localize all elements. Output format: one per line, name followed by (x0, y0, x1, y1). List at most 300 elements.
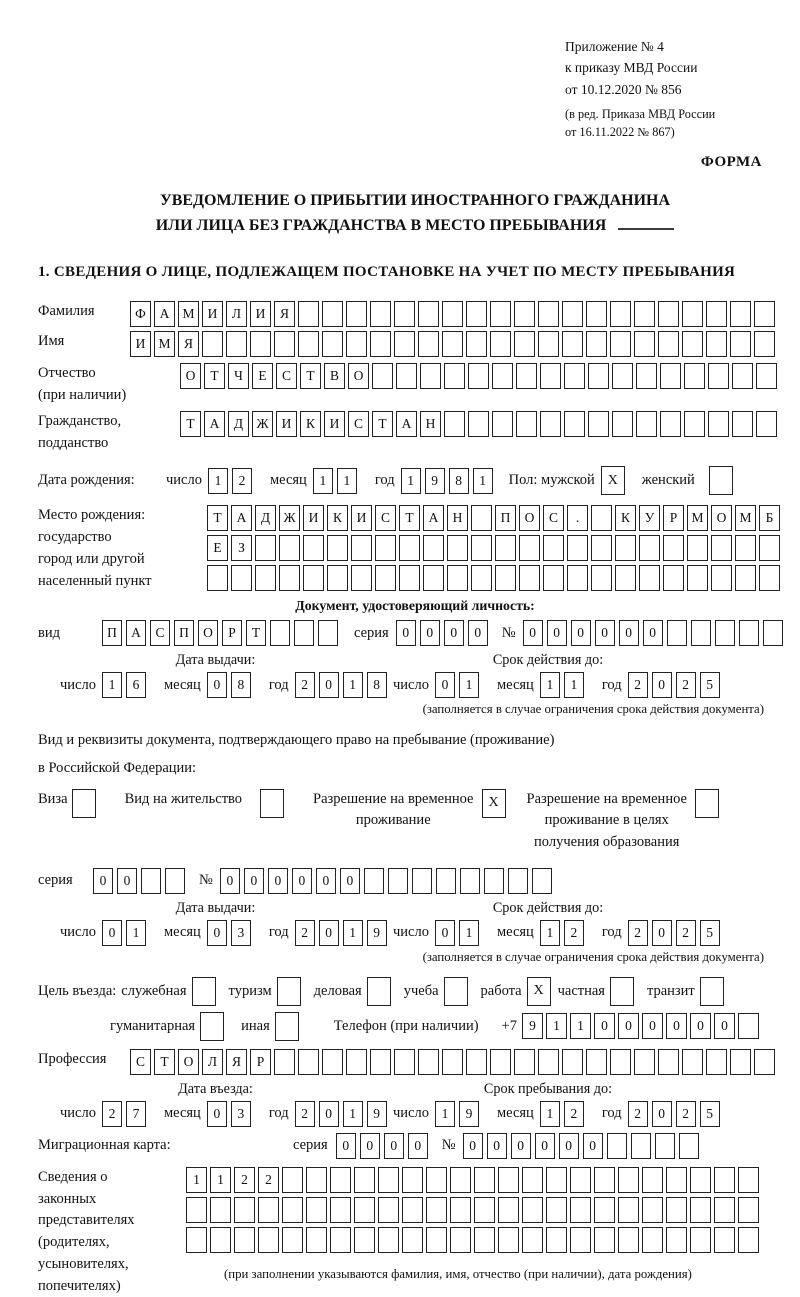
char-cell[interactable] (490, 301, 511, 327)
char-cell[interactable] (514, 331, 535, 357)
char-cell[interactable] (306, 1227, 327, 1253)
char-cell[interactable] (532, 868, 552, 894)
char-cell[interactable] (490, 1049, 511, 1075)
char-cell[interactable]: 1 (313, 468, 333, 494)
char-cell[interactable] (234, 1197, 255, 1223)
char-cell[interactable] (732, 363, 753, 389)
char-cell[interactable] (298, 301, 319, 327)
char-cell[interactable] (634, 331, 655, 357)
char-cell[interactable] (682, 1049, 703, 1075)
char-cell[interactable] (610, 301, 631, 327)
char-cell[interactable] (402, 1227, 423, 1253)
char-cell[interactable]: 1 (208, 468, 228, 494)
char-cell[interactable] (378, 1227, 399, 1253)
char-cell[interactable]: И (250, 301, 271, 327)
char-cell[interactable]: 0 (643, 620, 663, 646)
char-cell[interactable] (562, 331, 583, 357)
char-cell[interactable] (436, 868, 456, 894)
char-cell[interactable] (706, 1049, 727, 1075)
char-cell[interactable] (426, 1167, 447, 1193)
char-cell[interactable] (303, 535, 324, 561)
char-cell[interactable]: С (130, 1049, 151, 1075)
char-cell[interactable] (418, 331, 439, 357)
char-cell[interactable]: О (198, 620, 218, 646)
char-cell[interactable]: 0 (511, 1133, 531, 1159)
char-cell[interactable] (354, 1197, 375, 1223)
char-cell[interactable] (394, 1049, 415, 1075)
char-cell[interactable]: 0 (420, 620, 440, 646)
char-cell[interactable] (298, 331, 319, 357)
char-cell[interactable]: О (180, 363, 201, 389)
char-cell[interactable]: Ж (279, 505, 300, 531)
char-cell[interactable] (378, 1197, 399, 1223)
char-cell[interactable]: 1 (343, 1101, 363, 1127)
char-cell[interactable] (303, 565, 324, 591)
char-cell[interactable] (447, 565, 468, 591)
char-cell[interactable]: Т (154, 1049, 175, 1075)
char-cell[interactable]: 5 (700, 672, 720, 698)
char-cell[interactable]: 0 (559, 1133, 579, 1159)
char-cell[interactable]: 2 (295, 920, 315, 946)
char-cell[interactable] (636, 411, 657, 437)
char-cell[interactable]: 0 (340, 868, 360, 894)
char-cell[interactable]: С (375, 505, 396, 531)
char-cell[interactable] (250, 331, 271, 357)
char-cell[interactable] (588, 411, 609, 437)
char-cell[interactable] (378, 1167, 399, 1193)
char-cell[interactable] (420, 363, 441, 389)
char-cell[interactable]: 0 (319, 672, 339, 698)
char-cell[interactable] (679, 1133, 699, 1159)
char-cell[interactable] (684, 411, 705, 437)
char-cell[interactable] (186, 1197, 207, 1223)
char-cell[interactable]: 1 (473, 468, 493, 494)
char-cell[interactable] (658, 331, 679, 357)
char-cell[interactable]: Я (226, 1049, 247, 1075)
char-cell[interactable]: И (276, 411, 297, 437)
char-cell[interactable] (642, 1227, 663, 1253)
char-cell[interactable]: О (711, 505, 732, 531)
char-cell[interactable] (738, 1197, 759, 1223)
char-cell[interactable] (522, 1227, 543, 1253)
char-cell[interactable] (735, 565, 756, 591)
char-cell[interactable]: Ж (252, 411, 273, 437)
char-cell[interactable]: 0 (319, 920, 339, 946)
char-cell[interactable] (418, 301, 439, 327)
char-cell[interactable] (226, 331, 247, 357)
char-cell[interactable] (498, 1167, 519, 1193)
char-cell[interactable] (540, 363, 561, 389)
char-cell[interactable]: 0 (652, 920, 672, 946)
char-cell[interactable] (186, 1227, 207, 1253)
char-cell[interactable]: Е (207, 535, 228, 561)
char-cell[interactable] (490, 331, 511, 357)
char-cell[interactable]: П (495, 505, 516, 531)
char-cell[interactable] (618, 1167, 639, 1193)
char-cell[interactable] (660, 363, 681, 389)
char-cell[interactable]: 0 (594, 1013, 615, 1039)
char-cell[interactable] (346, 301, 367, 327)
char-cell[interactable] (447, 535, 468, 561)
char-cell[interactable] (690, 1197, 711, 1223)
char-cell[interactable] (260, 789, 284, 818)
char-cell[interactable]: 2 (676, 920, 696, 946)
char-cell[interactable]: 9 (522, 1013, 543, 1039)
char-cell[interactable] (318, 620, 338, 646)
char-cell[interactable] (594, 1167, 615, 1193)
char-cell[interactable] (735, 535, 756, 561)
char-cell[interactable]: 0 (396, 620, 416, 646)
char-cell[interactable] (642, 1197, 663, 1223)
char-cell[interactable] (538, 301, 559, 327)
char-cell[interactable]: 3 (231, 920, 251, 946)
char-cell[interactable] (708, 363, 729, 389)
char-cell[interactable] (546, 1167, 567, 1193)
char-cell[interactable] (634, 1049, 655, 1075)
char-cell[interactable]: Б (759, 505, 780, 531)
char-cell[interactable] (714, 1167, 735, 1193)
char-cell[interactable] (327, 565, 348, 591)
char-cell[interactable] (282, 1167, 303, 1193)
char-cell[interactable] (618, 1227, 639, 1253)
char-cell[interactable] (682, 301, 703, 327)
char-cell[interactable]: Н (420, 411, 441, 437)
char-cell[interactable] (346, 331, 367, 357)
char-cell[interactable] (207, 565, 228, 591)
char-cell[interactable] (754, 331, 775, 357)
char-cell[interactable]: 8 (449, 468, 469, 494)
char-cell[interactable] (543, 565, 564, 591)
char-cell[interactable]: 1 (540, 920, 560, 946)
char-cell[interactable] (210, 1227, 231, 1253)
char-cell[interactable] (700, 977, 724, 1006)
char-cell[interactable]: 8 (367, 672, 387, 698)
char-cell[interactable]: 0 (547, 620, 567, 646)
char-cell[interactable] (660, 411, 681, 437)
char-cell[interactable] (423, 565, 444, 591)
char-cell[interactable] (298, 1049, 319, 1075)
char-cell[interactable] (474, 1197, 495, 1223)
char-cell[interactable] (402, 1197, 423, 1223)
char-cell[interactable] (658, 1049, 679, 1075)
char-cell[interactable] (471, 505, 492, 531)
char-cell[interactable] (450, 1197, 471, 1223)
char-cell[interactable]: 0 (117, 868, 137, 894)
char-cell[interactable]: 0 (690, 1013, 711, 1039)
char-cell[interactable]: 3 (231, 1101, 251, 1127)
char-cell[interactable]: 0 (714, 1013, 735, 1039)
char-cell[interactable] (538, 1049, 559, 1075)
char-cell[interactable] (466, 331, 487, 357)
char-cell[interactable]: Т (180, 411, 201, 437)
char-cell[interactable]: 0 (316, 868, 336, 894)
char-cell[interactable] (562, 301, 583, 327)
char-cell[interactable]: Т (246, 620, 266, 646)
char-cell[interactable] (426, 1197, 447, 1223)
char-cell[interactable]: 0 (583, 1133, 603, 1159)
char-cell[interactable] (666, 1167, 687, 1193)
char-cell[interactable] (546, 1197, 567, 1223)
char-cell[interactable] (370, 1049, 391, 1075)
char-cell[interactable]: С (543, 505, 564, 531)
char-cell[interactable]: 0 (444, 620, 464, 646)
char-cell[interactable] (498, 1197, 519, 1223)
char-cell[interactable]: 0 (523, 620, 543, 646)
char-cell[interactable] (294, 620, 314, 646)
char-cell[interactable]: 1 (564, 672, 584, 698)
char-cell[interactable]: М (178, 301, 199, 327)
char-cell[interactable]: И (351, 505, 372, 531)
char-cell[interactable]: А (126, 620, 146, 646)
char-cell[interactable] (666, 1197, 687, 1223)
char-cell[interactable]: К (300, 411, 321, 437)
char-cell[interactable]: С (276, 363, 297, 389)
char-cell[interactable] (642, 1167, 663, 1193)
char-cell[interactable] (192, 977, 216, 1006)
char-cell[interactable] (468, 363, 489, 389)
char-cell[interactable]: И (130, 331, 151, 357)
char-cell[interactable] (594, 1197, 615, 1223)
char-cell[interactable] (330, 1227, 351, 1253)
char-cell[interactable]: 9 (459, 1101, 479, 1127)
char-cell[interactable] (618, 1197, 639, 1223)
char-cell[interactable]: К (327, 505, 348, 531)
char-cell[interactable] (72, 789, 96, 818)
char-cell[interactable] (372, 363, 393, 389)
char-cell[interactable]: 6 (126, 672, 146, 698)
char-cell[interactable] (258, 1227, 279, 1253)
char-cell[interactable] (165, 868, 185, 894)
char-cell[interactable]: У (639, 505, 660, 531)
char-cell[interactable] (484, 868, 504, 894)
char-cell[interactable] (666, 1227, 687, 1253)
char-cell[interactable] (570, 1167, 591, 1193)
char-cell[interactable] (274, 1049, 295, 1075)
char-cell[interactable]: 2 (234, 1167, 255, 1193)
char-cell[interactable]: О (178, 1049, 199, 1075)
char-cell[interactable] (274, 331, 295, 357)
char-cell[interactable] (691, 620, 711, 646)
char-cell[interactable]: 0 (244, 868, 264, 894)
char-cell[interactable]: К (615, 505, 636, 531)
char-cell[interactable]: 2 (628, 920, 648, 946)
char-cell[interactable] (255, 535, 276, 561)
char-cell[interactable] (396, 363, 417, 389)
char-cell[interactable] (690, 1227, 711, 1253)
char-cell[interactable] (442, 1049, 463, 1075)
char-cell[interactable] (591, 565, 612, 591)
char-cell[interactable] (354, 1227, 375, 1253)
char-cell[interactable]: 0 (652, 1101, 672, 1127)
char-cell[interactable] (426, 1227, 447, 1253)
char-cell[interactable] (695, 789, 719, 818)
char-cell[interactable] (690, 1167, 711, 1193)
char-cell[interactable] (351, 535, 372, 561)
char-cell[interactable]: 0 (268, 868, 288, 894)
char-cell[interactable] (540, 411, 561, 437)
char-cell[interactable] (615, 535, 636, 561)
char-cell[interactable] (474, 1227, 495, 1253)
char-cell[interactable] (394, 331, 415, 357)
char-cell[interactable]: 1 (401, 468, 421, 494)
char-cell[interactable] (706, 301, 727, 327)
char-cell[interactable] (202, 331, 223, 357)
char-cell[interactable] (279, 535, 300, 561)
char-cell[interactable] (586, 1049, 607, 1075)
char-cell[interactable] (631, 1133, 651, 1159)
char-cell[interactable] (522, 1167, 543, 1193)
char-cell[interactable] (763, 620, 783, 646)
char-cell[interactable]: Я (178, 331, 199, 357)
char-cell[interactable] (594, 1227, 615, 1253)
char-cell[interactable]: 0 (360, 1133, 380, 1159)
char-cell[interactable] (519, 535, 540, 561)
char-cell[interactable] (591, 505, 612, 531)
char-cell[interactable]: 0 (666, 1013, 687, 1039)
char-cell[interactable]: 0 (595, 620, 615, 646)
char-cell[interactable]: А (204, 411, 225, 437)
char-cell[interactable] (399, 535, 420, 561)
char-cell[interactable] (234, 1227, 255, 1253)
char-cell[interactable] (732, 411, 753, 437)
char-cell[interactable]: 0 (435, 672, 455, 698)
char-cell[interactable] (730, 301, 751, 327)
char-cell[interactable]: М (735, 505, 756, 531)
char-cell[interactable]: 0 (571, 620, 591, 646)
char-cell[interactable]: X (527, 977, 551, 1006)
char-cell[interactable] (567, 565, 588, 591)
char-cell[interactable] (586, 331, 607, 357)
char-cell[interactable] (442, 331, 463, 357)
char-cell[interactable] (258, 1197, 279, 1223)
char-cell[interactable]: П (174, 620, 194, 646)
char-cell[interactable]: 0 (642, 1013, 663, 1039)
char-cell[interactable] (639, 535, 660, 561)
char-cell[interactable] (375, 535, 396, 561)
char-cell[interactable]: 2 (295, 1101, 315, 1127)
char-cell[interactable] (346, 1049, 367, 1075)
char-cell[interactable]: З (231, 535, 252, 561)
char-cell[interactable]: Т (207, 505, 228, 531)
char-cell[interactable]: 0 (93, 868, 113, 894)
char-cell[interactable]: X (601, 466, 625, 495)
char-cell[interactable] (399, 565, 420, 591)
char-cell[interactable]: Т (399, 505, 420, 531)
char-cell[interactable]: И (303, 505, 324, 531)
char-cell[interactable] (231, 565, 252, 591)
char-cell[interactable] (495, 535, 516, 561)
char-cell[interactable]: 2 (676, 1101, 696, 1127)
char-cell[interactable]: 2 (628, 1101, 648, 1127)
char-cell[interactable]: 1 (343, 920, 363, 946)
char-cell[interactable]: О (519, 505, 540, 531)
char-cell[interactable] (364, 868, 384, 894)
char-cell[interactable]: 1 (186, 1167, 207, 1193)
char-cell[interactable] (711, 565, 732, 591)
char-cell[interactable] (330, 1167, 351, 1193)
char-cell[interactable] (639, 565, 660, 591)
char-cell[interactable]: 0 (220, 868, 240, 894)
char-cell[interactable]: 0 (207, 1101, 227, 1127)
char-cell[interactable]: Д (228, 411, 249, 437)
char-cell[interactable]: 0 (207, 672, 227, 698)
char-cell[interactable]: Р (250, 1049, 271, 1075)
char-cell[interactable]: А (396, 411, 417, 437)
char-cell[interactable]: А (231, 505, 252, 531)
char-cell[interactable] (200, 1012, 224, 1041)
char-cell[interactable] (444, 977, 468, 1006)
char-cell[interactable]: М (687, 505, 708, 531)
char-cell[interactable] (370, 301, 391, 327)
char-cell[interactable]: 1 (435, 1101, 455, 1127)
char-cell[interactable] (375, 565, 396, 591)
char-cell[interactable] (468, 411, 489, 437)
char-cell[interactable] (759, 565, 780, 591)
char-cell[interactable] (514, 301, 535, 327)
char-cell[interactable]: 0 (435, 920, 455, 946)
char-cell[interactable]: 1 (546, 1013, 567, 1039)
char-cell[interactable] (687, 535, 708, 561)
char-cell[interactable] (508, 868, 528, 894)
char-cell[interactable] (546, 1227, 567, 1253)
char-cell[interactable] (663, 565, 684, 591)
char-cell[interactable] (210, 1197, 231, 1223)
char-cell[interactable] (322, 1049, 343, 1075)
char-cell[interactable] (474, 1167, 495, 1193)
char-cell[interactable]: 1 (459, 672, 479, 698)
char-cell[interactable]: Я (274, 301, 295, 327)
char-cell[interactable] (442, 301, 463, 327)
char-cell[interactable]: 7 (126, 1101, 146, 1127)
char-cell[interactable] (682, 331, 703, 357)
char-cell[interactable]: А (423, 505, 444, 531)
char-cell[interactable]: 2 (628, 672, 648, 698)
char-cell[interactable] (141, 868, 161, 894)
char-cell[interactable]: 9 (367, 920, 387, 946)
char-cell[interactable]: И (202, 301, 223, 327)
char-cell[interactable] (739, 620, 759, 646)
char-cell[interactable] (756, 411, 777, 437)
char-cell[interactable] (279, 565, 300, 591)
char-cell[interactable] (610, 1049, 631, 1075)
char-cell[interactable] (714, 1227, 735, 1253)
char-cell[interactable] (706, 331, 727, 357)
char-cell[interactable]: М (154, 331, 175, 357)
char-cell[interactable]: Ф (130, 301, 151, 327)
char-cell[interactable] (492, 411, 513, 437)
char-cell[interactable]: 0 (408, 1133, 428, 1159)
char-cell[interactable] (306, 1197, 327, 1223)
char-cell[interactable]: 0 (463, 1133, 483, 1159)
char-cell[interactable] (516, 363, 537, 389)
char-cell[interactable]: 2 (676, 672, 696, 698)
char-cell[interactable] (708, 411, 729, 437)
char-cell[interactable]: 2 (564, 920, 584, 946)
char-cell[interactable] (636, 363, 657, 389)
char-cell[interactable]: 0 (207, 920, 227, 946)
char-cell[interactable]: Н (447, 505, 468, 531)
char-cell[interactable] (306, 1167, 327, 1193)
char-cell[interactable] (738, 1013, 759, 1039)
char-cell[interactable] (423, 535, 444, 561)
char-cell[interactable]: 2 (102, 1101, 122, 1127)
char-cell[interactable]: 0 (319, 1101, 339, 1127)
char-cell[interactable] (610, 331, 631, 357)
char-cell[interactable] (492, 363, 513, 389)
char-cell[interactable] (370, 331, 391, 357)
char-cell[interactable]: 0 (487, 1133, 507, 1159)
char-cell[interactable] (562, 1049, 583, 1075)
